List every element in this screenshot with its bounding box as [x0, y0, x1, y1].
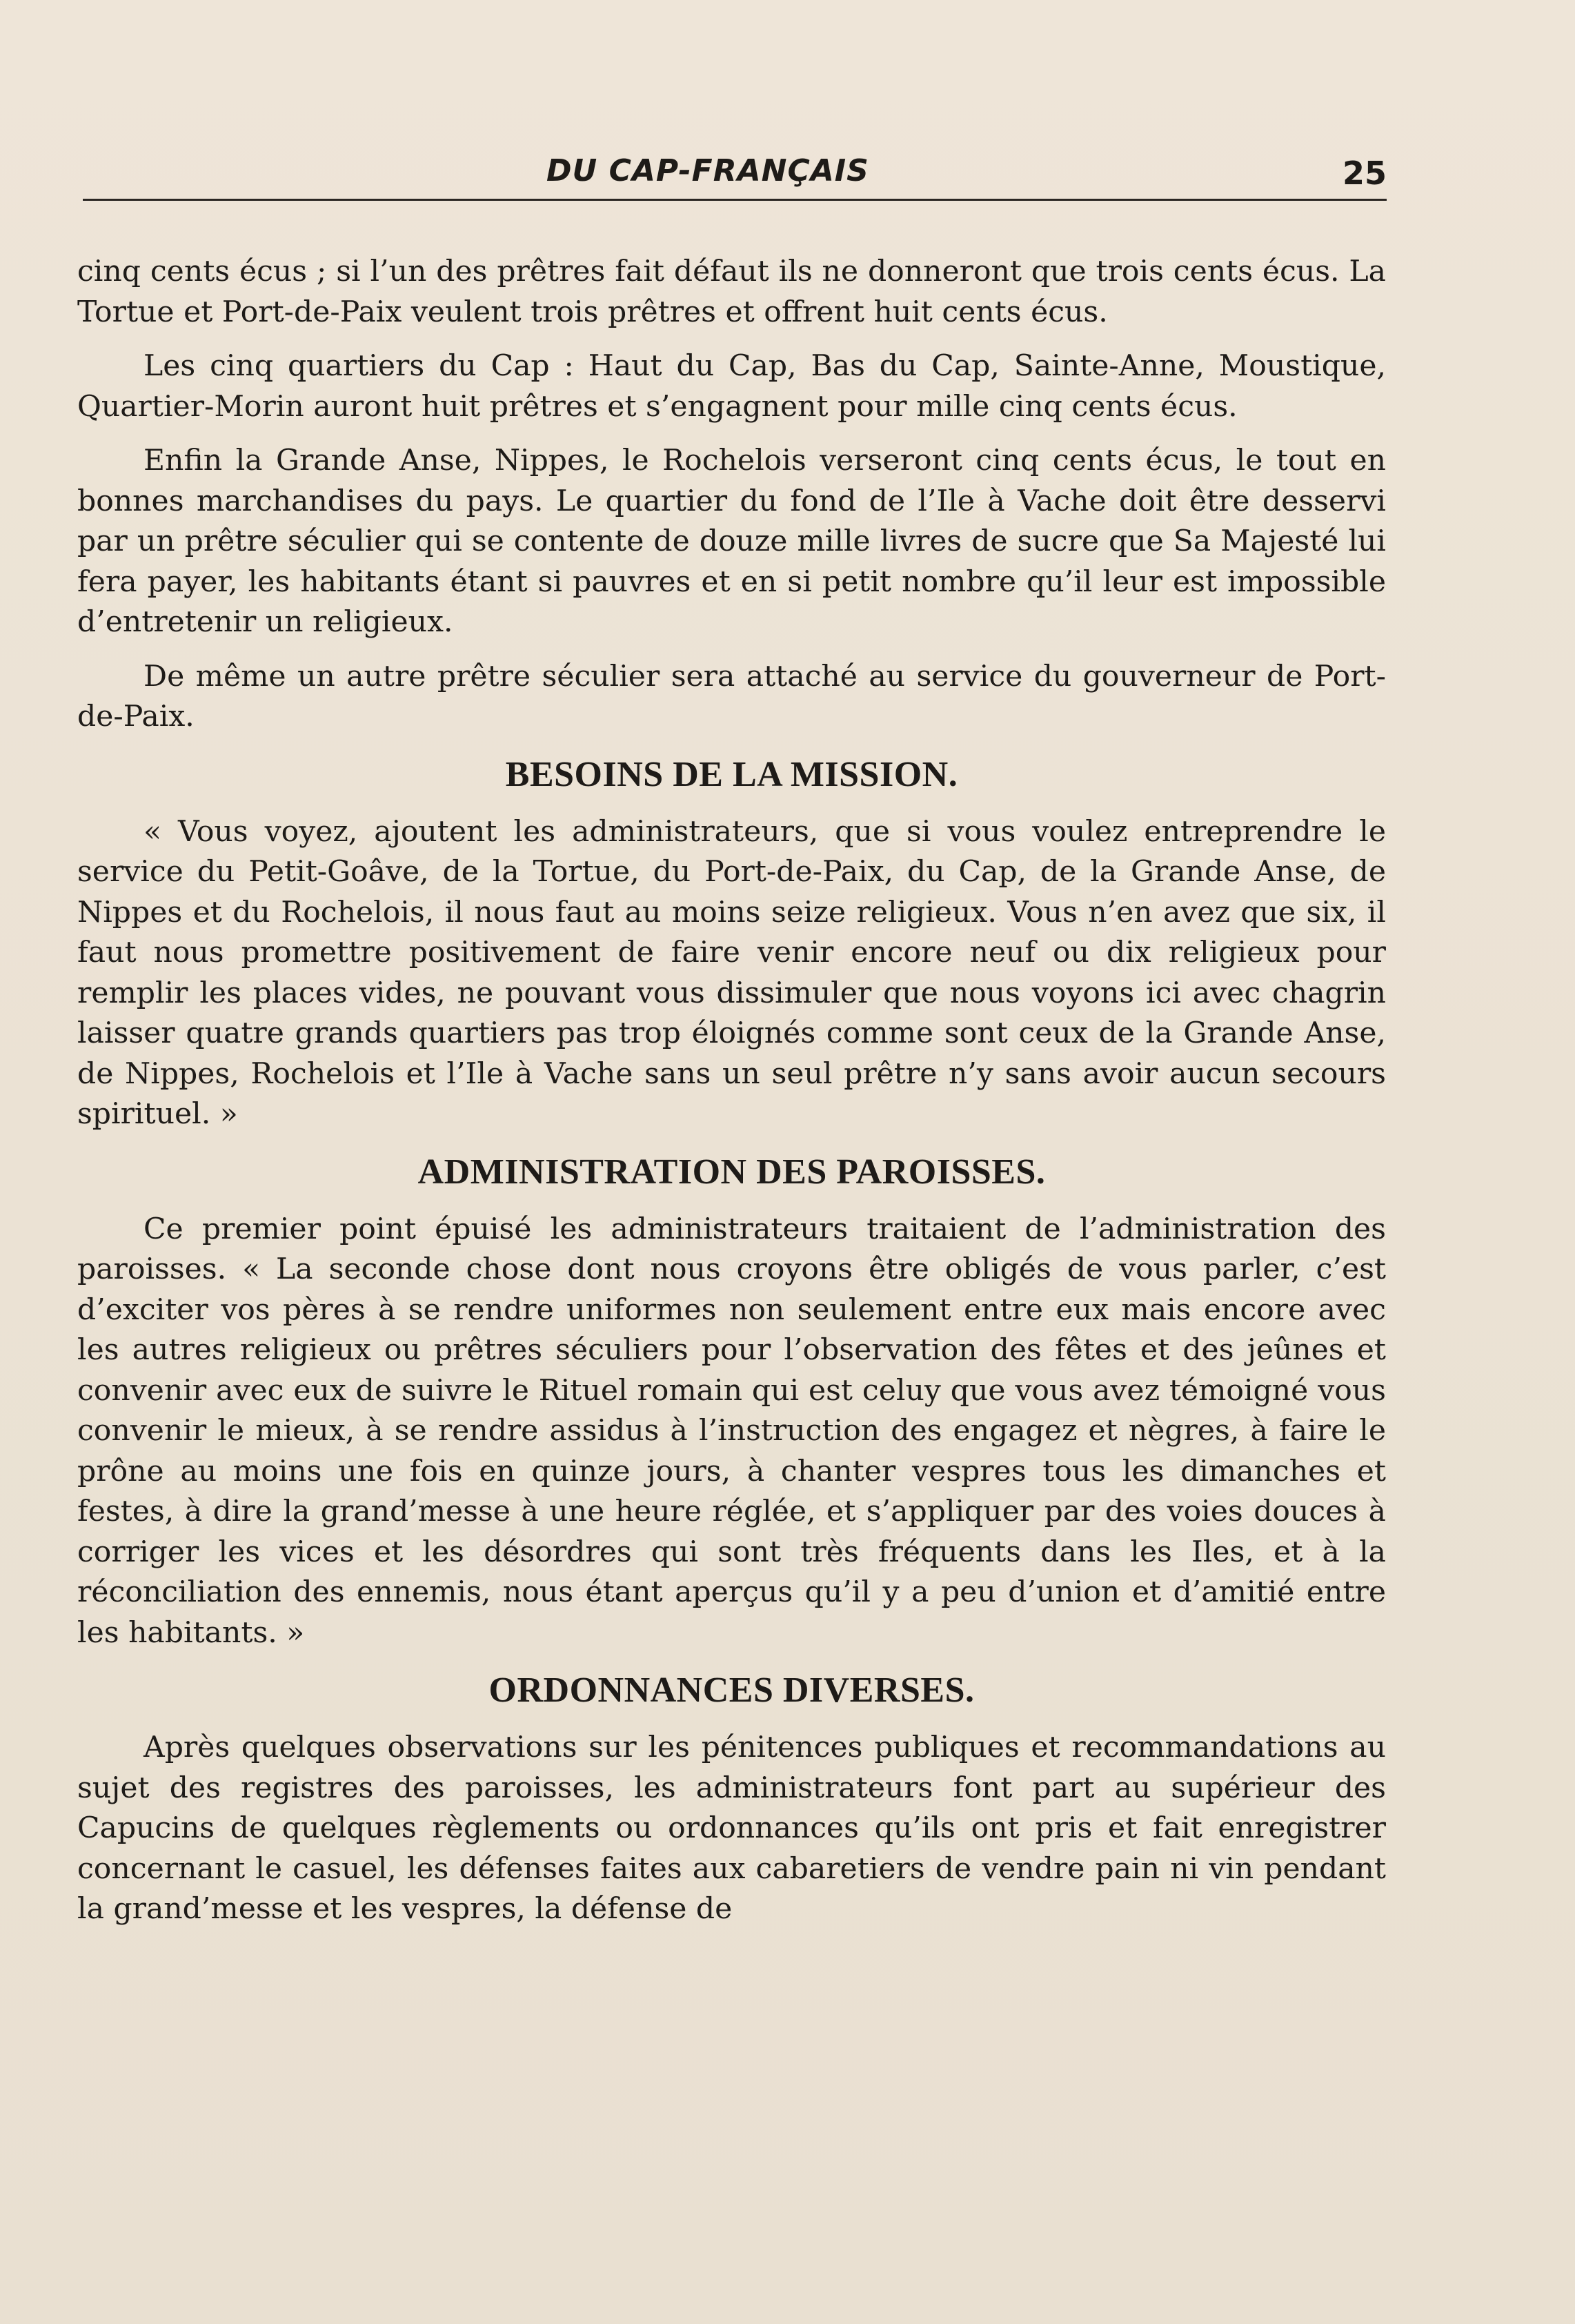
paragraph-ordonnances: Après quelques observations sur les pénitences publiques et recommandations au sujet des registres des paroisses, les administrateurs font part au supérieur des Capucins de quelques règlements ou ordonnances qu’ils ont pris et fait enregistrer concernant le casuel, les défenses faites aux cabaretiers de vendre pain ni vin pendant la grand’messe et les vespres, la défense de — [77, 1731, 1386, 1926]
section-heading-ordonnances: ORDONNANCES DIVERSES. — [488, 1671, 975, 1710]
paragraph-grande-anse: Enfin la Grande Anse, Nippes, le Rochelois verseront cinq cents écus, le tout en bonnes marchandises du pays. Le quartier du fond de l’Ile à Vache doit être desservi par un prêtre séculier qui se contente de douze mille livres de sucre que Sa Majesté lui fera payer, les habitants étant si pauvres et en si petit nombre qu’il leur est impossible d’entretenir un religieux. — [77, 444, 1386, 639]
paragraph-port-de-paix: De même un autre prêtre séculier sera attaché au service du gouverneur de Port-de-Paix. — [77, 659, 1386, 733]
running-title: DU CAP-FRANÇAIS — [546, 153, 869, 188]
section-heading-besoins: BESOINS DE LA MISSION. — [505, 754, 958, 794]
paragraph-cap-quarters: Les cinq quartiers du Cap : Haut du Cap, Bas du Cap, Sainte-Anne, Moustique, Quartier-Morin auront huit prêtres et s’engagnent pour mille cinq cents écus. — [77, 349, 1386, 424]
paragraph-continued: cinq cents écus ; si l’un des prêtres fait défaut ils ne donneront que trois cents écus. La Tortue et Port-de-Paix veulent trois prêtres et offrent huit cents écus. — [77, 255, 1386, 329]
section-heading-administration: ADMINISTRATION DES PAROISSES. — [417, 1152, 1046, 1192]
paragraph-besoins: « Vous voyez, ajoutent les administrateurs, que si vous voulez entreprendre le service du Petit-Goâve, de la Tortue, du Port-de-Paix, du Cap, de la Grande Anse, de Nippes et du Rochelois, il nous faut au moins seize religieux. Vous n’en avez que six, il faut nous promettre positivement de faire venir encore neuf ou dix religieux pour remplir les places vides, ne pouvant vous dissimuler que nous voyons ici avec chagrin laisser quatre grands quartiers pas trop éloignés comme sont ceux de la Grande Anse, de Nippes, Rochelois et l’Ile à Vache sans un seul prêtre n’y sans avoir aucun secours spirituel. » — [77, 814, 1386, 1131]
running-head — [83, 149, 1387, 204]
header-rule — [83, 199, 1387, 201]
paragraph-administration: Ce premier point épuisé les administrateurs traitaient de l’administration des paroisses. « La seconde chose dont nous croyons être obligés de vous parler, c’est d’exciter vos pères à se rendre uniformes non seulement entre eux mais encore avec les autres religieux ou prêtres séculiers pour l’observation des fêtes et des jeûnes et convenir avec eux de suivre le Rituel romain qui est celuy que vous avez témoigné vous convenir le mieux, à se rendre assidus à l’instruction des engagez et nègres, à faire le prône au moins une fois en quinze jours, à chanter vespres tous les dimanches et festes, à dire la grand’messe à une heure réglée, et s’appliquer par des voies douces à corriger les vices et les désordres qui sont très fréquents dans les Iles, et à la réconciliation des ennemis, nous étant aperçus qu’il y a peu d’union et d’amitié entre les habitants. » — [77, 1212, 1386, 1650]
body-text — [77, 252, 1386, 1944]
page-number: 25 — [1342, 155, 1387, 192]
